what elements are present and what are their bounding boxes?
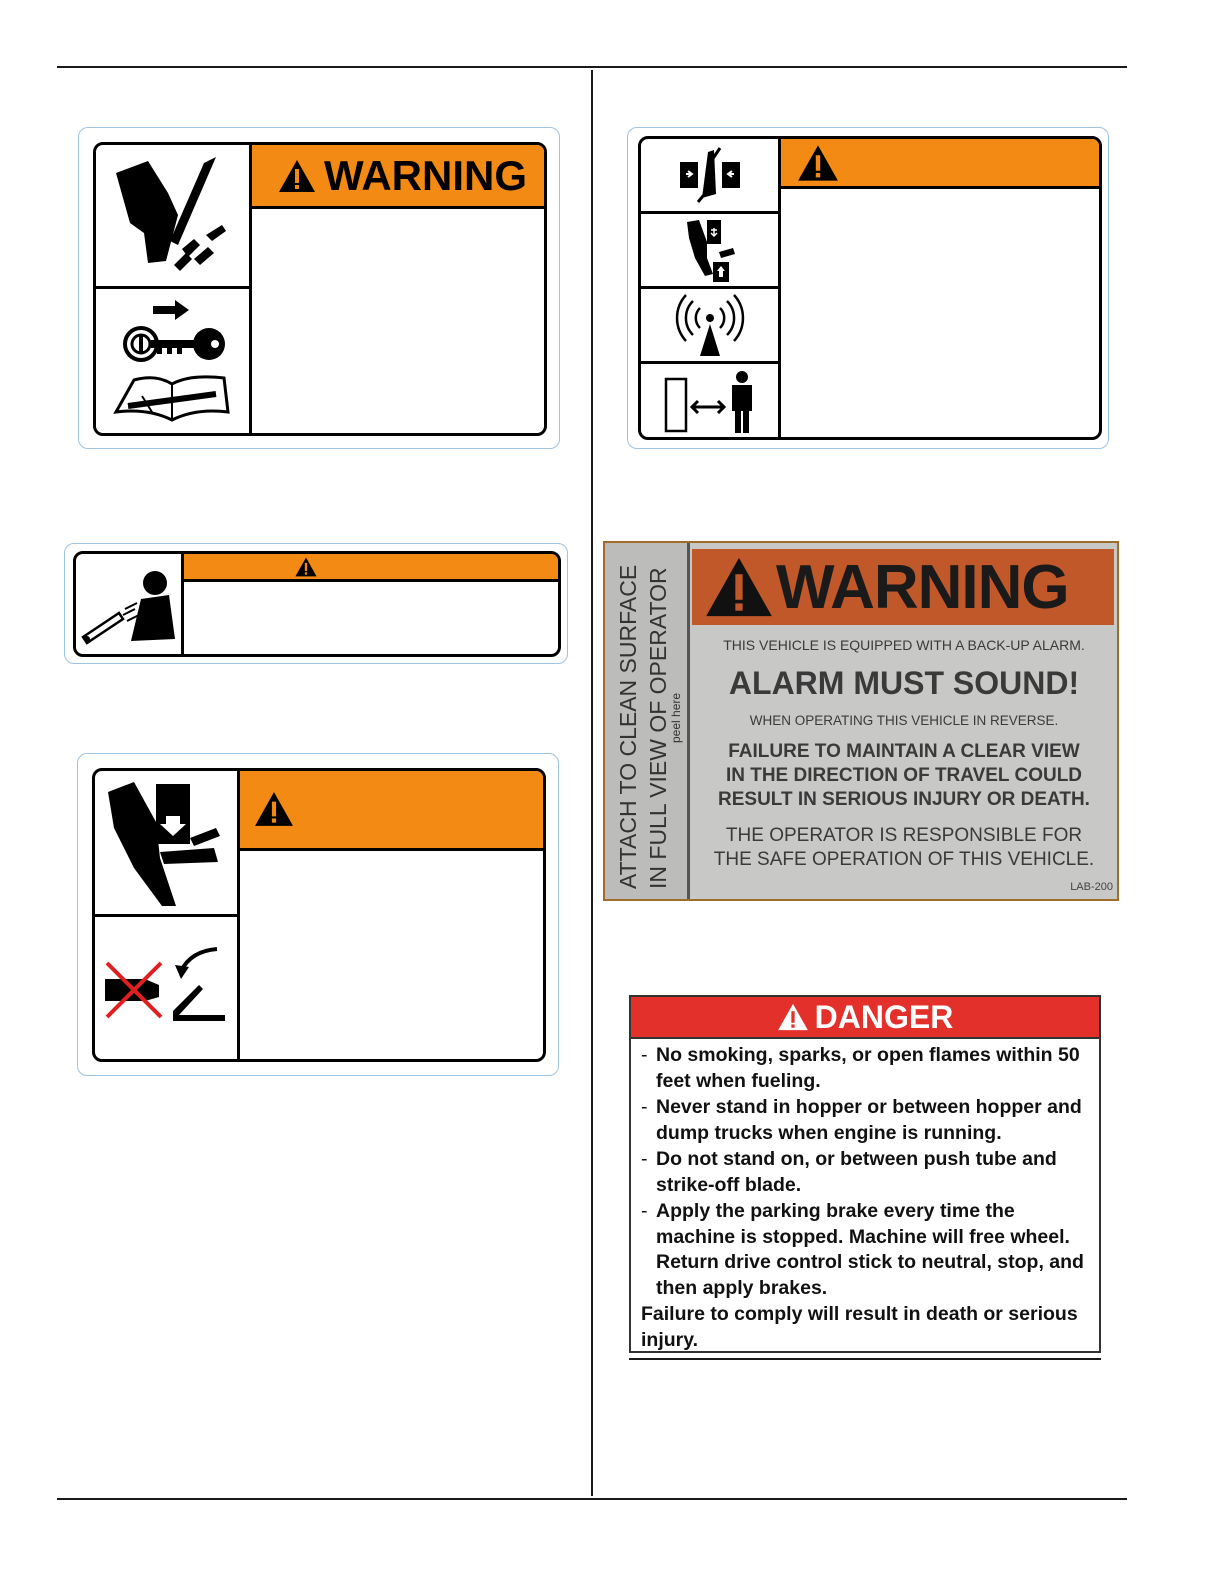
decal-line3: WHEN OPERATING THIS VEHICLE IN REVERSE.: [749, 713, 1059, 728]
alert-triangle-icon: [704, 556, 774, 618]
top-crush-hazard-icon: [641, 214, 778, 286]
danger-item: - No smoking, sparks, or open flames within 50 feet when fueling.: [641, 1043, 1089, 1094]
warning-header: [252, 145, 544, 209]
top-rule: [57, 66, 1127, 68]
danger-list: [631, 1039, 1099, 1301]
warning-label-multi: [638, 136, 1102, 440]
warning-label-cut-card: [78, 127, 560, 449]
side-crush-hazard-icon: [641, 139, 778, 211]
decal-line5: IN THE DIRECTION OF TRAVEL COULD: [725, 765, 1083, 786]
warning-word: WARNING: [324, 151, 527, 199]
decal-line4: FAILURE TO MAINTAIN A CLEAR VIEW: [728, 741, 1080, 762]
alert-triangle-icon: [294, 557, 318, 577]
warning-label-spray: [73, 551, 561, 657]
no-hands-guard-icons: [95, 917, 237, 1062]
decal-warning-word: WARNING: [776, 552, 1069, 622]
danger-footer: Failure to comply will result in death or serious injury.: [641, 1303, 1078, 1351]
radio-signal-icon: [641, 289, 778, 361]
alert-triangle-icon: [777, 1003, 809, 1031]
warning-label-pinch-card: [77, 753, 559, 1076]
remove-key-icon: [113, 300, 233, 366]
decal-warning-banner: [692, 549, 1114, 625]
hand-cut-hazard-icon: [96, 145, 249, 286]
danger-underline: [629, 1358, 1101, 1360]
danger-label: [629, 995, 1101, 1353]
spray-warning-header: [184, 554, 558, 582]
danger-item: - Never stand in hopper or between hopper and dump trucks when engine is running.: [641, 1095, 1089, 1146]
backup-alarm-decal: [603, 541, 1119, 901]
pinch-warning-header: [240, 771, 543, 851]
pinch-hand-icon: [95, 771, 237, 914]
decal-line7: THE OPERATOR IS RESPONSIBLE FOR: [725, 825, 1083, 846]
no-hands-icon: [101, 957, 167, 1023]
bottom-rule: [57, 1498, 1127, 1500]
danger-item: - Do not stand on, or between push tube and strike-off blade.: [641, 1147, 1089, 1198]
danger-word: DANGER: [814, 998, 954, 1035]
warning-label-multi-card: [627, 127, 1109, 449]
service-manual-icon: [112, 366, 234, 426]
decal-side-line1: ATTACH TO CLEAN SURFACE: [615, 564, 641, 889]
warning-label-pinch: [92, 768, 546, 1062]
multi-warning-header: [781, 139, 1099, 189]
alert-triangle-icon: [278, 159, 316, 193]
warning-label-spray-card: [64, 543, 568, 664]
key-and-manual-icons: [96, 289, 249, 436]
decal-line2: ALARM MUST SOUND!: [728, 665, 1080, 701]
high-pressure-spray-icon: [76, 554, 181, 654]
column-divider: [591, 70, 593, 1496]
decal-side-peel: peel here: [669, 692, 683, 743]
keep-distance-icon: [641, 364, 778, 440]
danger-header: [631, 997, 1099, 1039]
decal-line1: THIS VEHICLE IS EQUIPPED WITH A BACK-UP ALARM.: [723, 637, 1085, 653]
decal-line8: THE SAFE OPERATION OF THIS VEHICLE.: [713, 849, 1095, 870]
decal-line6: RESULT IN SERIOUS INJURY OR DEATH.: [718, 789, 1090, 810]
danger-item: - Apply the parking brake every time the machine is stopped. Machine will free wheel. Return drive control stick to neutral, stop, and then apply brakes.: [641, 1199, 1089, 1301]
close-guard-icon: [167, 945, 231, 1035]
warning-label-cut: [93, 142, 547, 436]
alert-triangle-icon: [797, 144, 839, 182]
decal-side-line2: IN FULL VIEW OF OPERATOR: [645, 567, 671, 889]
alert-triangle-icon: [254, 791, 294, 827]
decal-code: LAB-200: [1070, 881, 1113, 893]
